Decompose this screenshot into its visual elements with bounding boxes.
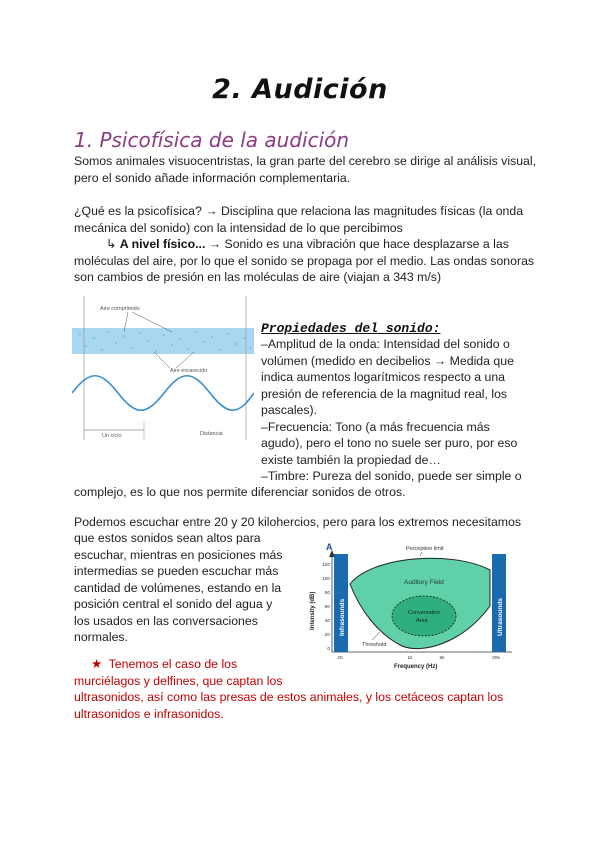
y-tick: 20 [324, 633, 330, 638]
y-tick: 60 [324, 605, 330, 610]
escuchar-line: escuchar, mientras en posiciones más [74, 547, 283, 562]
fisico-first-line [74, 236, 554, 253]
escuchar-first-line: Podemos escuchar entre 20 y 20 kilohercios, pero para los extremos necesitamos [74, 515, 522, 529]
note-line: murciélagos y delfines, que captan los [74, 673, 283, 688]
escuchar-line: los usados en las conversaciones [74, 613, 258, 628]
y-tick: 40 [324, 619, 330, 624]
propiedades-line: presión de referencia de la magnitud real, los [261, 386, 508, 401]
propiedades-last-line: complejo, es lo que nos permite diferenciar sonidos de otros. [74, 485, 406, 499]
label-threshold: Threshold [362, 642, 387, 648]
label-perception-limit: Perception limit [406, 546, 444, 552]
fisico-line: moléculas del aire, por lo que el sonido se propaga por el medio. Las ondas sonoras [74, 253, 535, 268]
note-paragraph [74, 656, 554, 722]
x-axis-label: Frequency (Hz) [394, 664, 438, 670]
x-tick: 20k [492, 656, 500, 661]
label-area: Area [416, 618, 428, 624]
propiedades-line: indica aumentos logarítmicos respecto a una [261, 370, 506, 384]
propiedades-line: existe también la propiedad de… [261, 452, 441, 467]
hearing-range-chart [302, 540, 524, 672]
escuchar-line: intermedias se pueden escuchar más [74, 564, 279, 578]
label-distance: Distancia [200, 431, 223, 437]
x-tick: 20 [337, 656, 343, 661]
intro-line: pero el sonido añade información complementaria. [74, 170, 351, 185]
note-first-line [74, 656, 554, 673]
page-title: 2. Audición [212, 74, 388, 105]
note-line: ultrasonidos e infrasonidos. [74, 706, 224, 721]
fisico-paragraph [74, 236, 554, 286]
label-cycle: Un ciclo [102, 433, 122, 439]
x-tick: 5k [439, 656, 445, 661]
note-line: Tenemos el caso de los [108, 657, 238, 671]
label-compressed-air: Aire comprimido [100, 306, 140, 312]
escuchar-line: posición central el sonido del agua y [74, 597, 273, 611]
conversation-area [392, 596, 456, 636]
propiedades-line: –Timbre: Pureza del sonido, puede ser simple o [261, 469, 522, 483]
label-infrasounds: Infrasounds [339, 598, 346, 636]
escuchar-paragraph [74, 530, 299, 646]
section-heading: 1. Psicofísica de la audición [74, 128, 350, 152]
fisico-label: A nivel físico... [119, 237, 206, 251]
label-rarefied-air: Aire enrarecido [170, 368, 208, 374]
sound-wave-figure [72, 296, 254, 440]
escuchar-line: cantidad de volúmenes, estando en la [74, 580, 282, 595]
y-tick: 0 [327, 647, 330, 652]
label-conversation: Conversation [408, 610, 441, 616]
y-tick: 100 [321, 577, 330, 582]
y-axis-label: Intensity (dB) [310, 591, 316, 630]
fisico-line: → Sonido es una vibración que hace desplazarse a las [205, 237, 509, 251]
fisico-line: son cambios de presión en las moléculas de aire (viajan a 343 m/s) [74, 270, 442, 284]
note-line: ultrasonidos, así como las presas de estos animales, y los cetáceos captan los [74, 690, 504, 704]
y-tick: 80 [324, 591, 330, 596]
label-auditory-field: Auditory Field [404, 579, 444, 586]
propiedades-line: pascales). [261, 403, 318, 417]
psico-line: ¿Qué es la psicofísica? → Disciplina que relaciona las magnitudes físicas (la onda [74, 204, 524, 218]
x-tick: 1k [407, 656, 413, 661]
propiedades-heading: Propiedades del sonido: [261, 321, 441, 336]
escuchar-line: normales. [74, 630, 128, 644]
label-ultrasounds: Ultrasounds [497, 598, 504, 636]
intro-paragraph [74, 153, 554, 186]
intro-line: Somos animales visuocentristas, la gran parte del cerebro se dirige al análisis visual, [74, 154, 537, 168]
axis-letter: A [326, 542, 333, 552]
propiedades-line: –Amplitud de la onda: Intensidad del sonido o [261, 337, 510, 351]
arrow-icon: ↳ [106, 237, 117, 251]
star-icon: ★ [91, 657, 103, 671]
propiedades-list [261, 336, 531, 485]
propiedades-line: agudo), pero el tono no suele ser puro, por eso [261, 436, 518, 450]
propiedades-line: volúmen (medido en decibelios → Medida que [261, 353, 514, 368]
escuchar-line: que estos sonidos sean altos para [74, 531, 261, 545]
psicofisica-paragraph [74, 203, 554, 236]
psico-line: mecánica del sonido) con la intensidad de lo que percibimos [74, 220, 403, 235]
y-tick: 120 [321, 563, 330, 568]
air-band [72, 328, 254, 354]
propiedades-line: –Frecuencia: Tono (a más frecuencia más [261, 419, 490, 434]
